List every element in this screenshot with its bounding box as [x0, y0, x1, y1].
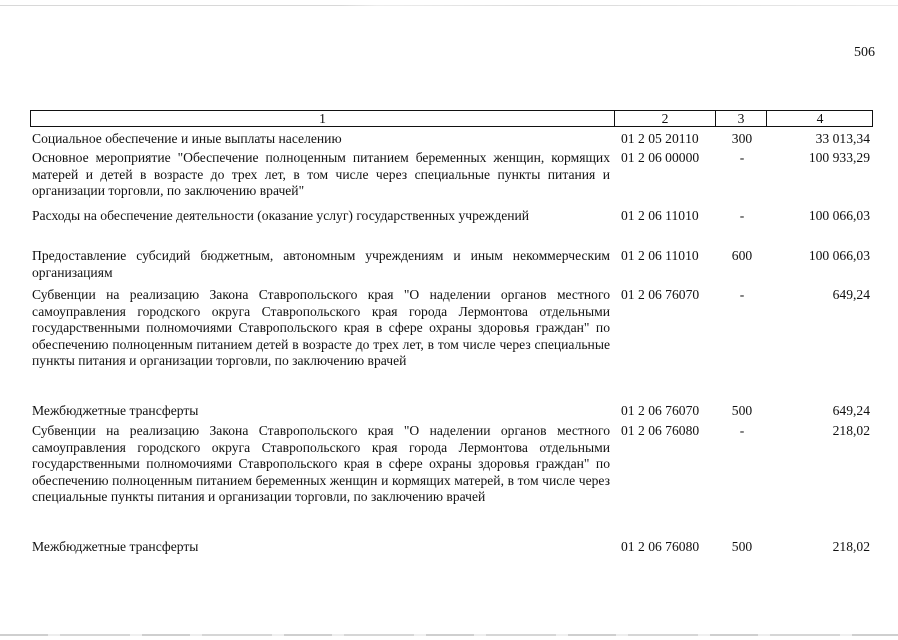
row-amount: 649,24: [832, 287, 870, 302]
row-description: Субвенции на реализацию Закона Ставропольского края "О наделении органов местного самоуправления городского округа Ставропольского края города Лермонтова отдельными государственными полномочиями Ставропольского края в сфере охраны здоровья граждан" по обеспечению полноценным питанием беременных женщин и кормящих матерей, в том числе через специальные пункты питания и организации торговли, по заключению врачей: [32, 423, 610, 505]
scan-edge-top: [0, 5, 898, 6]
page-number: 506: [854, 45, 875, 60]
row-description: Межбюджетные трансферты: [32, 539, 199, 554]
row-code: 01 2 06 76070: [621, 287, 700, 302]
row-expense-type: -: [739, 208, 745, 223]
row-description: Социальное обеспечение и иные выплаты населению: [32, 131, 342, 146]
row-description: Расходы на обеспечение деятельности (оказание услуг) государственных учреждений: [32, 208, 530, 223]
row-code: 01 2 06 76080: [621, 423, 700, 438]
column-header-1: 1: [319, 111, 326, 126]
column-header-2: 2: [661, 111, 669, 126]
column-header-3: 3: [737, 111, 745, 126]
row-expense-type: 500: [731, 403, 753, 418]
row-amount: 218,02: [832, 539, 870, 554]
row-code: 01 2 06 76070: [621, 403, 700, 418]
row-expense-type: 600: [731, 248, 753, 263]
row-amount: 100 066,03: [808, 248, 870, 263]
row-description: Межбюджетные трансферты: [32, 403, 199, 418]
row-expense-type: -: [739, 423, 745, 438]
row-expense-type: 300: [731, 131, 753, 146]
row-code: 01 2 06 00000: [621, 150, 700, 165]
row-amount: 33 013,34: [815, 131, 870, 146]
column-header-4: 4: [816, 111, 824, 126]
row-amount: 218,02: [832, 423, 870, 438]
scan-edge-bottom: [0, 634, 898, 636]
row-amount: 100 933,29: [808, 150, 870, 165]
table-header: [30, 110, 873, 127]
row-code: 01 2 06 11010: [621, 248, 699, 263]
row-amount: 649,24: [832, 403, 870, 418]
row-amount: 100 066,03: [808, 208, 870, 223]
row-code: 01 2 06 76080: [621, 539, 700, 554]
row-expense-type: -: [739, 287, 745, 302]
row-expense-type: 500: [731, 539, 753, 554]
row-description: Основное мероприятие "Обеспечение полноценным питанием беременных женщин, кормящих матерей и детей в возрасте до трех лет, в том числе через специальные пункты питания и организации торговли, по заключению врачей": [32, 150, 610, 199]
row-description: Субвенции на реализацию Закона Ставропольского края "О наделении органов местного самоуправления городского округа Ставропольского края города Лермонтова отдельными государственными полномочиями Ставропольского края в сфере охраны здоровья граждан" по обеспечению полноценным питанием детей в возрасте до трех лет, в том числе через специальные пункты питания и организации торговли, по заключению врачей: [32, 287, 610, 369]
row-code: 01 2 05 20110: [621, 131, 699, 146]
row-expense-type: -: [739, 150, 745, 165]
row-description: Предоставление субсидий бюджетным, автономным учреждениям и иным некоммерческим организациям: [32, 248, 610, 280]
row-code: 01 2 06 11010: [621, 208, 699, 223]
